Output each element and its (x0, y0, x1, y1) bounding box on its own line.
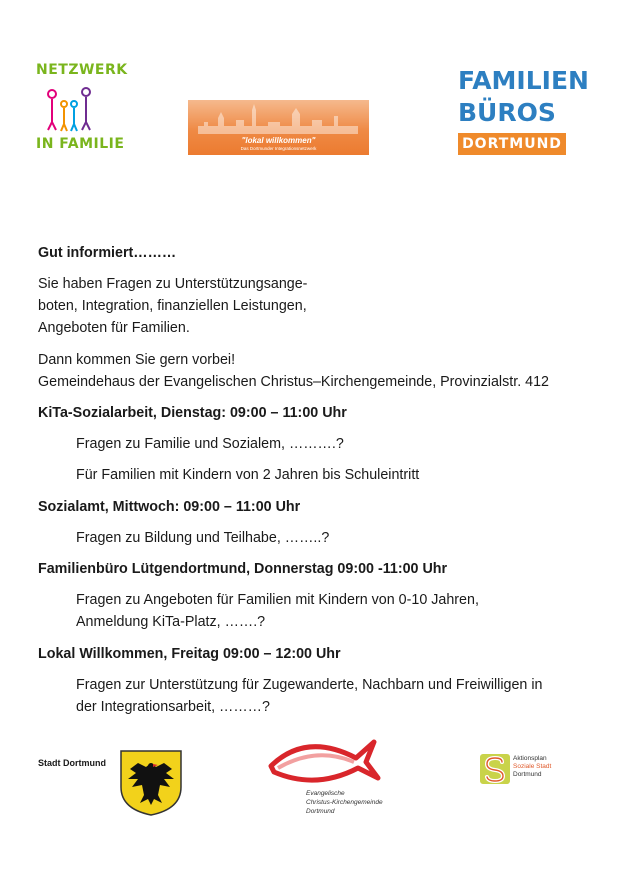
section-kita-line2: Für Familien mit Kindern von 2 Jahren bis Schuleintritt (76, 467, 420, 483)
intro-invite: Dann kommen Sie gern vorbei! (38, 352, 236, 368)
section-lokal-line1: Fragen zur Unterstützung für Zugewanderte, Nachbarn und Freiwilligen in (76, 677, 543, 693)
intro-question-line2: boten, Integration, finanziellen Leistungen, (38, 298, 307, 314)
aktionsplan-line1: Aktionsplan (513, 755, 547, 762)
section-familienbuero-line2: Anmeldung KiTa-Platz, …….? (76, 614, 266, 630)
netzwerk-logo-bottom: IN FAMILIE (36, 136, 125, 152)
aktionsplan-logo-icon (480, 754, 510, 784)
section-familienbuero-title: Familienbüro Lütgendortmund, Donnerstag 09:00 -11:00 Uhr (38, 561, 448, 577)
stadt-dortmund-label: Stadt Dortmund (38, 758, 106, 768)
lokal-willkommen-subtitle: Das Dortmunder Integrationsnetzwerk (240, 146, 317, 151)
dortmund-eagle-crest-icon (118, 749, 184, 817)
city-skyline-icon (188, 100, 369, 140)
section-sozialamt-line1: Fragen zu Bildung und Teilhabe, ……..? (76, 530, 330, 546)
section-kita-title: KiTa-Sozialarbeit, Dienstag: 09:00 – 11:00 Uhr (38, 405, 347, 421)
section-lokal-line2: der Integrationsarbeit, ………? (76, 699, 270, 715)
church-name-line3: Dortmund (306, 808, 335, 815)
aktionsplan-line3: Dortmund (513, 771, 542, 778)
lokal-willkommen-banner (188, 100, 369, 155)
intro-heading: Gut informiert……… (38, 245, 177, 261)
church-name (306, 789, 383, 816)
section-familienbuero-line1: Fragen zu Angeboten für Familien mit Kindern von 0-10 Jahren, (76, 592, 479, 608)
church-fish-logo-icon (266, 738, 381, 788)
netzwerk-logo-top: NETZWERK (36, 62, 128, 78)
church-name-line1: Evangelische (306, 790, 345, 797)
familienbueros-logo-line3: DORTMUND (458, 133, 566, 155)
familienbueros-logo-line1: FAMILIEN (458, 66, 589, 95)
netzwerk-family-figures-icon (44, 82, 104, 134)
church-name-line2: Christus-Kirchengemeinde (306, 799, 383, 806)
section-sozialamt-title: Sozialamt, Mittwoch: 09:00 – 11:00 Uhr (38, 499, 301, 515)
lokal-willkommen-title: "lokal willkommen" (241, 136, 316, 145)
section-lokal-title: Lokal Willkommen, Freitag 09:00 – 12:00 Uhr (38, 646, 341, 662)
aktionsplan-text (513, 755, 551, 779)
intro-question-line1: Sie haben Fragen zu Unterstützungsange- (38, 276, 308, 292)
aktionsplan-line2: Soziale Stadt (513, 763, 552, 770)
intro-location: Gemeindehaus der Evangelischen Christus–Kirchengemeinde, Provinzialstr. 412 (38, 374, 550, 390)
intro-question-line3: Angeboten für Familien. (38, 320, 190, 336)
familienbueros-logo-line2: BÜROS (458, 98, 556, 127)
section-kita-line1: Fragen zu Familie und Sozialem, ……….? (76, 436, 344, 452)
